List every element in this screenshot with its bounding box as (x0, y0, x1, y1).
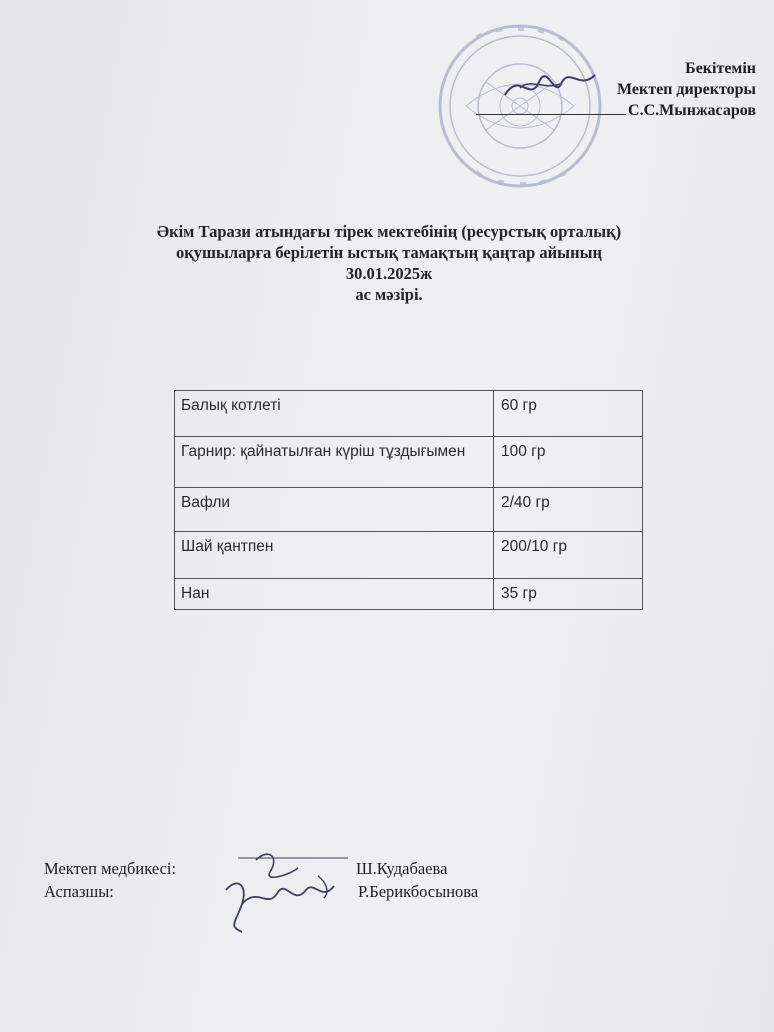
dish-cell: Гарнир: қайнатылған күріш тұздығымен (175, 437, 494, 488)
title-line-1: Әкім Тарази атындағы тірек мектебінің (ресурстық орталық) (156, 222, 622, 241)
dish-cell: Шай қантпен (175, 532, 494, 579)
title-date: 30.01.2025ж (345, 264, 433, 283)
cook-role: Аспазшы: (44, 882, 114, 901)
menu-table (174, 390, 643, 610)
document-title (90, 221, 688, 305)
nurse-role: Мектеп медбикесі: (44, 859, 177, 878)
director-position: Мектеп директоры (617, 81, 756, 98)
nurse-name: Ш.Кудабаева (356, 859, 448, 878)
table-row (175, 437, 643, 488)
amount-cell: 35 гр (494, 579, 643, 610)
title-line-2: оқушыларға берілетін ыстық тамақтың қаңтар айының (176, 243, 602, 262)
amount-cell: 100 гр (494, 437, 643, 488)
cook-name: Р.Берикбосынова (358, 882, 479, 901)
title-line-4: ас мәзірі. (355, 285, 423, 304)
staff-signatures (218, 846, 358, 936)
dish-cell: Вафли (175, 488, 494, 532)
table-row (175, 391, 643, 437)
amount-cell: 2/40 гр (494, 488, 643, 532)
table-row (175, 579, 643, 610)
amount-cell: 200/10 гр (494, 532, 643, 579)
dish-cell: Нан (175, 579, 494, 610)
approval-block (476, 58, 756, 121)
table-row (175, 532, 643, 579)
dish-cell: Балық котлеті (175, 391, 494, 437)
signature-line (476, 100, 626, 115)
director-name: С.С.Мынжасаров (628, 102, 756, 119)
approve-word: Бекітемін (685, 60, 756, 77)
amount-cell: 60 гр (494, 391, 643, 437)
table-row (175, 488, 643, 532)
